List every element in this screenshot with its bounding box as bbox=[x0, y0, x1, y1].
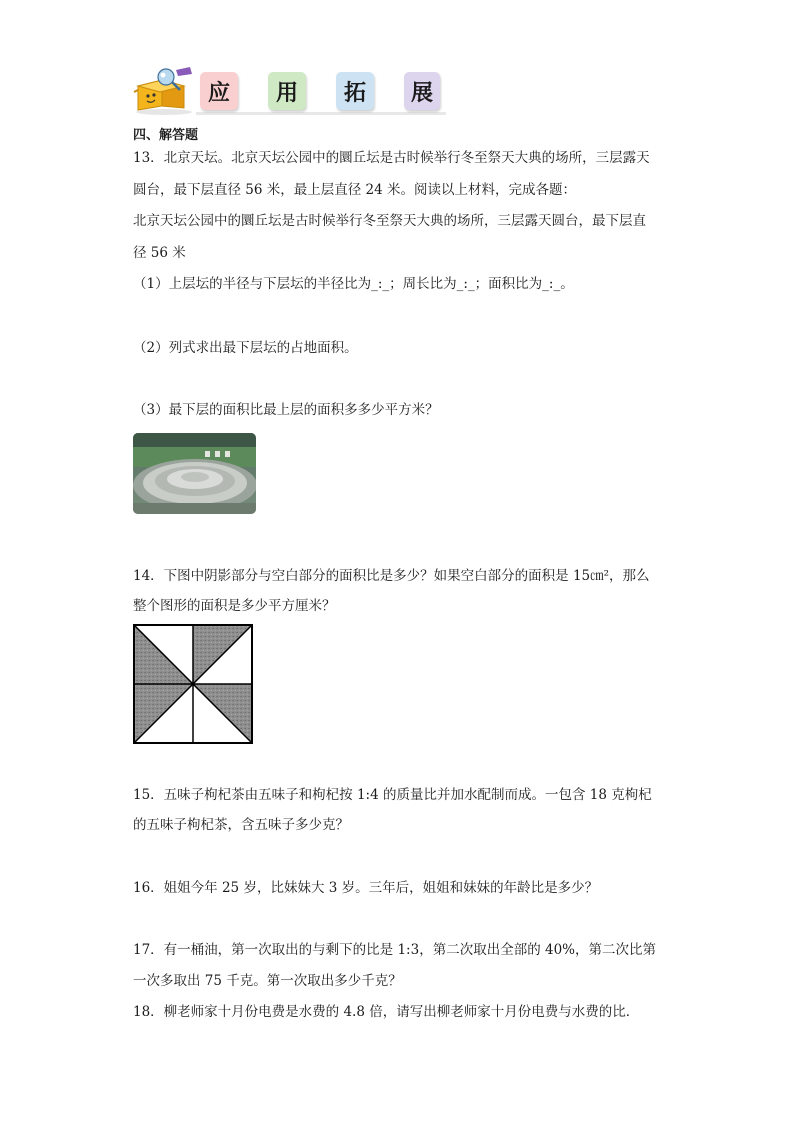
section-title: 四、解答题 bbox=[133, 128, 199, 143]
question-18-line: 18．柳老师家十月份电费是水费的 4.8 倍，请写出柳老师家十月份电费与水费的比． bbox=[133, 1004, 640, 1020]
question-17-line: 17．有一桶油，第一次取出的与剩下的比是 1:3，第二次取出全部的 40%，第二次比第 bbox=[133, 942, 656, 958]
banner-tile: 展 bbox=[404, 72, 440, 110]
question-13-part-2: （2）列式求出最下层坛的占地面积。 bbox=[133, 340, 358, 356]
question-14-line: 14．下图中阴影部分与空白部分的面积比是多少？如果空白部分的面积是 15㎝²，那么 bbox=[133, 568, 650, 584]
question-15-line: 15．五味子枸杞茶由五味子和枸杞按 1:4 的质量比并加水配制而成。一包含 18 克枸杞 bbox=[133, 787, 652, 803]
temple-of-heaven-altar-photo bbox=[133, 433, 256, 514]
banner-tile: 应 bbox=[200, 72, 238, 110]
shaded-square-figure bbox=[133, 624, 253, 744]
question-14-line: 整个图形的面积是多少平方厘米？ bbox=[133, 598, 336, 614]
banner-underline bbox=[196, 112, 446, 115]
question-13-line: 圆台，最下层直径 56 米，最上层直径 24 米。阅读以上材料，完成各题： bbox=[133, 182, 577, 198]
question-13-part-1: （1）上层坛的半径与下层坛的半径比为_:_；周长比为_:_；面积比为_:_。 bbox=[133, 276, 574, 292]
question-13-part-3: （3）最下层的面积比最上层的面积多多少平方米？ bbox=[133, 402, 439, 418]
banner-tile: 用 bbox=[268, 72, 306, 110]
question-16-line: 16．姐姐今年 25 岁，比妹妹大 3 岁。三年后，姐姐和妹妹的年龄比是多少？ bbox=[133, 880, 599, 896]
question-17-line: 一次多取出 75 千克。第一次取出多少千克？ bbox=[133, 973, 402, 989]
question-15-line: 的五味子枸杞茶，含五味子多少克？ bbox=[133, 817, 349, 833]
section-banner bbox=[132, 66, 433, 116]
cartoon-box-mascot-icon bbox=[132, 66, 196, 116]
banner-tile: 拓 bbox=[336, 72, 374, 110]
question-13-line: 径 56 米 bbox=[133, 245, 186, 261]
question-13-line: 13．北京天坛。北京天坛公园中的圜丘坛是古时候举行冬至祭天大典的场所，三层露天 bbox=[133, 150, 650, 166]
question-13-line: 北京天坛公园中的圜丘坛是古时候举行冬至祭天大典的场所，三层露天圆台，最下层直 bbox=[133, 213, 646, 229]
